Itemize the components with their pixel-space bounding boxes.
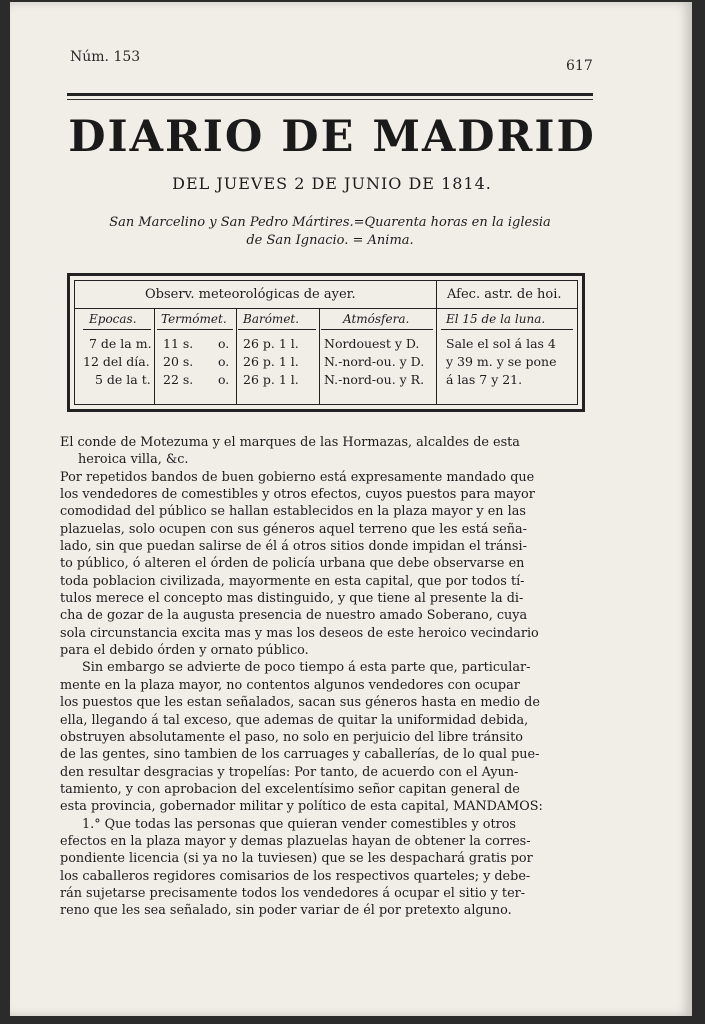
body-line: los vendedores de comestibles y otros efectos, cuyos puestos para mayor [60, 487, 535, 503]
body-line: comodidad del público se hallan establecidos en la plaza mayor y en las [60, 504, 526, 520]
body-line: rán sujetarse precisamente todos los vendedores á ocupar el sitio y ter- [60, 885, 526, 901]
row1-atm: Nordouest y D. [324, 336, 420, 351]
col-rule-atmosfera [321, 329, 433, 330]
body-line: plazuelas, solo ocupen con sus géneros aquel terreno que les está seña- [60, 521, 527, 537]
row3-epoca: 5 de la t. [95, 372, 151, 387]
row1-epoca: 7 de la m. [89, 336, 152, 351]
row1-term2: o. [218, 336, 230, 351]
issue-number: Núm. 153 [70, 49, 141, 65]
body-line: Por repetidos bandos de buen gobierno está expresamente mandado que [60, 469, 535, 485]
col-header-luna: El 15 de la luna. [446, 312, 546, 326]
col-rule-epocas [83, 329, 151, 330]
col-header-barometro: Barómet. [243, 312, 300, 326]
astro-line-1: Sale el sol á las 4 [446, 336, 556, 351]
col-rule-termometro [157, 329, 233, 330]
body-line: toda poblacion civilizada, mayormente en esta capital, que por todos tí- [60, 573, 525, 589]
body-line: para el debido órden y ornato público. [60, 643, 309, 659]
saints-line-1: San Marcelino y San Pedro Mártires.=Quarenta horas en la iglesia [109, 215, 551, 230]
header-rule-thick [67, 93, 593, 96]
row2-term2: o. [218, 354, 230, 369]
body-line: cha de gozar de la augusta presencia de nuestro amado Soberano, cuya [60, 608, 528, 624]
row2-term: 20 s. [163, 354, 194, 369]
body-line: El conde de Motezuma y el marques de las Hormazas, alcaldes de esta [60, 435, 520, 450]
row1-baro: 26 p. 1 l. [243, 336, 299, 351]
col-divider-1 [154, 309, 155, 404]
row1-term: 11 s. [163, 336, 194, 351]
row3-term: 22 s. [163, 372, 194, 387]
body-line: obstruyen absolutamente el paso, no solo en perjuicio del libre tránsito [60, 729, 523, 745]
dateline: DEL JUEVES 2 DE JUNIO DE 1814. [172, 174, 492, 193]
col-divider-2 [236, 309, 237, 404]
meteo-title: Observ. meteorológicas de ayer. [145, 287, 356, 302]
astro-line-3: á las 7 y 21. [446, 372, 523, 387]
page-folio: 617 [566, 58, 593, 74]
col-header-epocas: Epocas. [89, 312, 137, 326]
body-line: 1.° Que todas las personas que quieran vender comestibles y otros [82, 816, 517, 832]
row3-term2: o. [218, 372, 230, 387]
row2-atm: N.-nord-ou. y D. [324, 354, 425, 369]
col-rule-barometro [238, 329, 316, 330]
body-line: reno que les sea señalado, sin poder variar de él por pretexto alguno. [60, 903, 512, 919]
header-rule-thin [67, 99, 593, 100]
newspaper-page [10, 2, 692, 1016]
col-divider-3 [319, 309, 320, 404]
body-line: de las gentes, sino tambien de los carruages y caballerías, de lo qual pue- [60, 747, 540, 763]
body-line: pondiente licencia (si ya no la tuviesen) que se les despachará gratis por [60, 851, 533, 867]
meteorological-table-inner [74, 280, 578, 405]
col-rule-luna [441, 329, 573, 330]
astro-line-2: y 39 m. y se pone [446, 354, 557, 369]
meteorological-grid [75, 309, 577, 404]
body-line: los puestos que les estan señalados, sacan sus géneros hasta en medio de [60, 695, 540, 711]
astro-title: Afec. astr. de hoi. [447, 287, 562, 302]
row2-baro: 26 p. 1 l. [243, 354, 299, 369]
masthead-title: DIARIO DE MADRID [68, 112, 596, 162]
body-line: esta provincia, gobernador militar y político de esta capital, MANDAMOS: [60, 799, 543, 815]
saints-of-the-day [90, 214, 570, 250]
body-line: Sin embargo se advierte de poco tiempo á esta parte que, particular- [82, 660, 531, 676]
col-header-termometro: Termómet. [161, 312, 227, 326]
body-line: ella, llegando á tal exceso, que ademas de quitar la uniformidad debida, [60, 712, 529, 728]
col-divider-4 [436, 309, 437, 404]
meteorological-table-header [75, 281, 577, 309]
body-line: tamiento, y con aprobacion del excelentísimo señor capitan general de [60, 781, 520, 797]
body-line: sola circunstancia excita mas y mas los deseos de este heroico vecindario [60, 625, 539, 641]
body-line: los caballeros regidores comisarios de los respectivos quarteles; y debe- [60, 868, 531, 884]
row3-baro: 26 p. 1 l. [243, 372, 299, 387]
body-line: efectos en la plaza mayor y demas plazuelas hayan de obtener la corres- [60, 833, 531, 849]
col-header-atmosfera: Atmósfera. [343, 312, 410, 326]
row3-atm: N.-nord-ou. y R. [324, 372, 425, 387]
row2-epoca: 12 del día. [83, 354, 150, 369]
body-line: heroica villa, &c. [78, 452, 189, 468]
article-body [60, 434, 588, 920]
header-divider [436, 281, 437, 308]
meteorological-table [67, 273, 585, 412]
body-line: lado, sin que puedan salirse de él á otros sitios donde impidan el tránsi- [60, 539, 527, 555]
body-line: den resultar desgracias y tropelías: Por tanto, de acuerdo con el Ayun- [60, 764, 519, 780]
body-line: mente en la plaza mayor, no contentos algunos vendedores con ocupar [60, 677, 520, 693]
body-line: tulos merece el concepto mas distinguido, y que tiene al presente la di- [60, 591, 524, 607]
body-line: to público, ó alteren el órden de policía urbana que debe observarse en [60, 556, 525, 572]
saints-line-2: de San Ignacio. = Anima. [246, 233, 414, 248]
